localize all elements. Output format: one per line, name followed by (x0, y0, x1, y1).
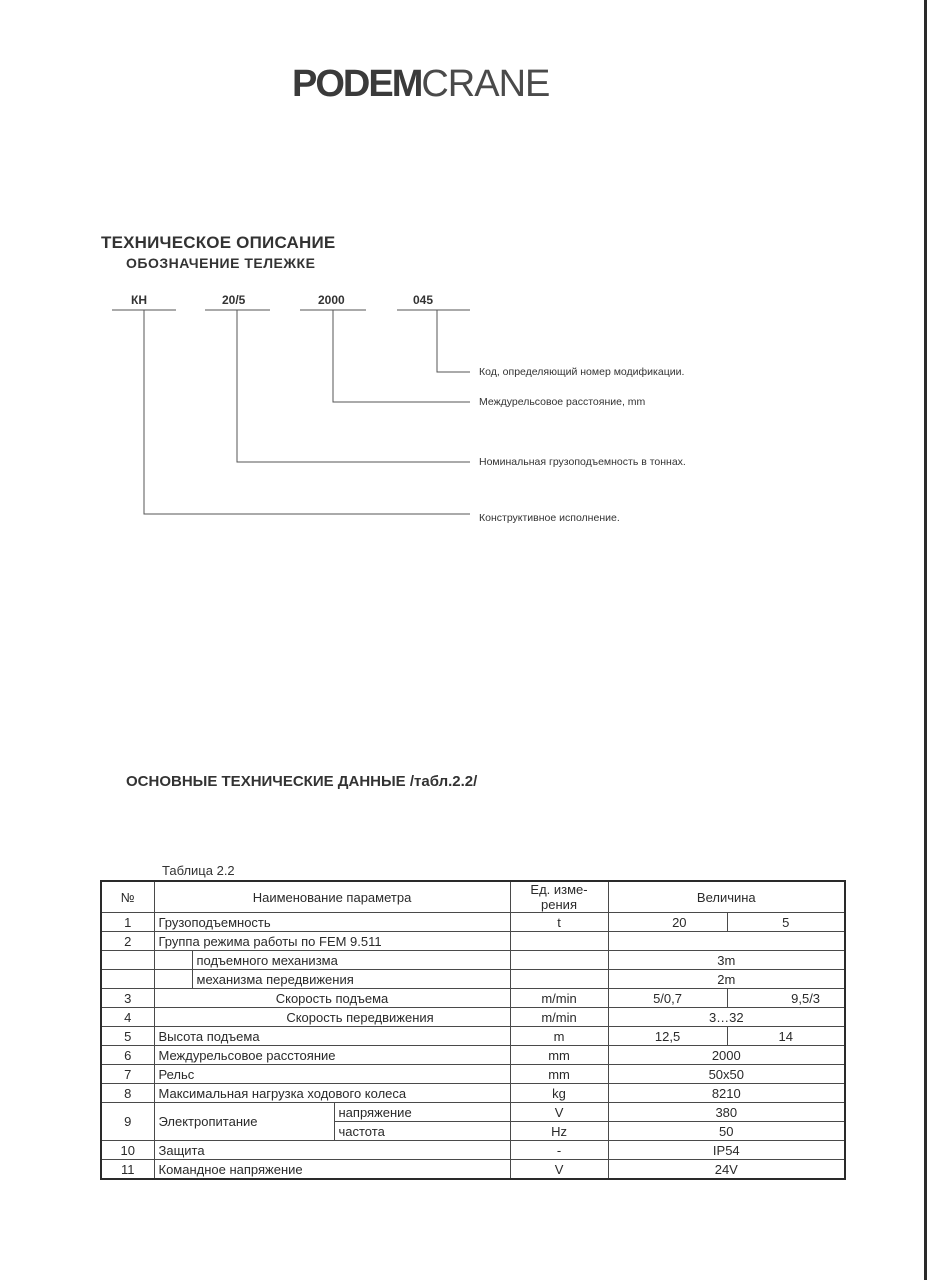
header-value: Величина (608, 881, 845, 913)
table-row (101, 1065, 845, 1084)
code-capacity: 20/5 (222, 293, 246, 307)
desc-rail-distance: Междурельсовое расстояние, mm (479, 396, 646, 408)
row-value: 2m (608, 970, 845, 989)
table-caption: Таблица 2.2 (162, 863, 235, 878)
designation-lines (0, 0, 932, 560)
row-unit: V (510, 1103, 608, 1122)
row-unit: m (510, 1027, 608, 1046)
table-row (101, 1141, 845, 1160)
table-row (101, 1027, 845, 1046)
row-value-2: 5 (727, 913, 845, 932)
table-header-row (101, 881, 845, 913)
row-value: 50x50 (608, 1065, 845, 1084)
row-value-1: 5/0,7 (608, 989, 727, 1008)
row-value: 3…32 (608, 1008, 845, 1027)
row-name: Высота подъема (154, 1027, 510, 1046)
row-name: Группа режима работы по FEM 9.511 (154, 932, 510, 951)
row-no (101, 970, 154, 989)
row-no: 6 (101, 1046, 154, 1065)
row-subname: напряжение (334, 1103, 510, 1122)
row-no: 5 (101, 1027, 154, 1046)
row-unit: mm (510, 1046, 608, 1065)
row-value-1: 20 (608, 913, 727, 932)
logo-bold-part: PODEM (292, 63, 422, 105)
code-rail-distance: 2000 (318, 293, 345, 307)
row-unit: mm (510, 1065, 608, 1084)
row-no: 8 (101, 1084, 154, 1103)
row-value: 380 (608, 1103, 845, 1122)
table-row (101, 951, 845, 970)
code-modification: 045 (413, 293, 434, 307)
row-name: Скорость передвижения (154, 1008, 510, 1027)
table-row (101, 1103, 845, 1122)
row-name: Командное напряжение (154, 1160, 510, 1180)
row-name: подъемного механизма (192, 951, 510, 970)
header-unit: Ед. изме-рения (510, 881, 608, 913)
header-name: Наименование параметра (154, 881, 510, 913)
row-name: Рельс (154, 1065, 510, 1084)
row-unit: - (510, 1141, 608, 1160)
desc-capacity: Номинальная грузоподъемность в тоннах. (479, 456, 686, 468)
row-unit: Hz (510, 1122, 608, 1141)
row-value: IP54 (608, 1141, 845, 1160)
row-name: механизма передвижения (192, 970, 510, 989)
row-value: 24V (608, 1160, 845, 1180)
row-no: 11 (101, 1160, 154, 1180)
desc-modification: Код, определяющий номер модификации. (479, 366, 685, 378)
row-no: 1 (101, 913, 154, 932)
row-unit (510, 932, 608, 951)
row-no: 3 (101, 989, 154, 1008)
row-value: 8210 (608, 1084, 845, 1103)
row-name: Электропитание (154, 1103, 334, 1141)
row-no: 9 (101, 1103, 154, 1141)
row-value-2: 14 (727, 1027, 845, 1046)
row-name: Грузоподъемность (154, 913, 510, 932)
row-name: Защита (154, 1141, 510, 1160)
row-no: 7 (101, 1065, 154, 1084)
row-value-1: 12,5 (608, 1027, 727, 1046)
table-row (101, 989, 845, 1008)
desc-construction: Конструктивное исполнение. (479, 512, 620, 524)
table-row (101, 913, 845, 932)
row-value-2: 9,5/3 (727, 989, 845, 1008)
row-unit: V (510, 1160, 608, 1180)
row-no: 2 (101, 932, 154, 951)
row-value: 3m (608, 951, 845, 970)
row-unit (510, 970, 608, 989)
row-unit: m/min (510, 1008, 608, 1027)
row-name: Скорость подъема (154, 989, 510, 1008)
row-indent (154, 951, 192, 970)
table-row (101, 970, 845, 989)
logo-light-part: CRANE (421, 63, 550, 105)
row-unit: m/min (510, 989, 608, 1008)
spec-table (100, 880, 846, 1180)
table-row (101, 932, 845, 951)
document-heading: ТЕХНИЧЕСКОЕ ОПИСАНИЕ (101, 233, 336, 252)
code-construction: КН (131, 293, 147, 307)
row-unit: t (510, 913, 608, 932)
table-row (101, 1008, 845, 1027)
document-subheading: ОБОЗНАЧЕНИЕ ТЕЛЕЖКЕ (126, 255, 316, 271)
row-value: 50 (608, 1122, 845, 1141)
header-no: № (101, 881, 154, 913)
row-value: 2000 (608, 1046, 845, 1065)
row-name: Междурельсовое расстояние (154, 1046, 510, 1065)
table-row (101, 1084, 845, 1103)
row-value (608, 932, 845, 951)
row-unit (510, 951, 608, 970)
row-indent (154, 970, 192, 989)
table-row (101, 1160, 845, 1180)
row-no: 10 (101, 1141, 154, 1160)
row-name: Максимальная нагрузка ходового колеса (154, 1084, 510, 1103)
table-row (101, 1046, 845, 1065)
row-no: 4 (101, 1008, 154, 1027)
row-subname: частота (334, 1122, 510, 1141)
row-unit: kg (510, 1084, 608, 1103)
row-no (101, 951, 154, 970)
section-title: ОСНОВНЫЕ ТЕХНИЧЕСКИЕ ДАННЫЕ /табл.2.2/ (126, 773, 478, 790)
